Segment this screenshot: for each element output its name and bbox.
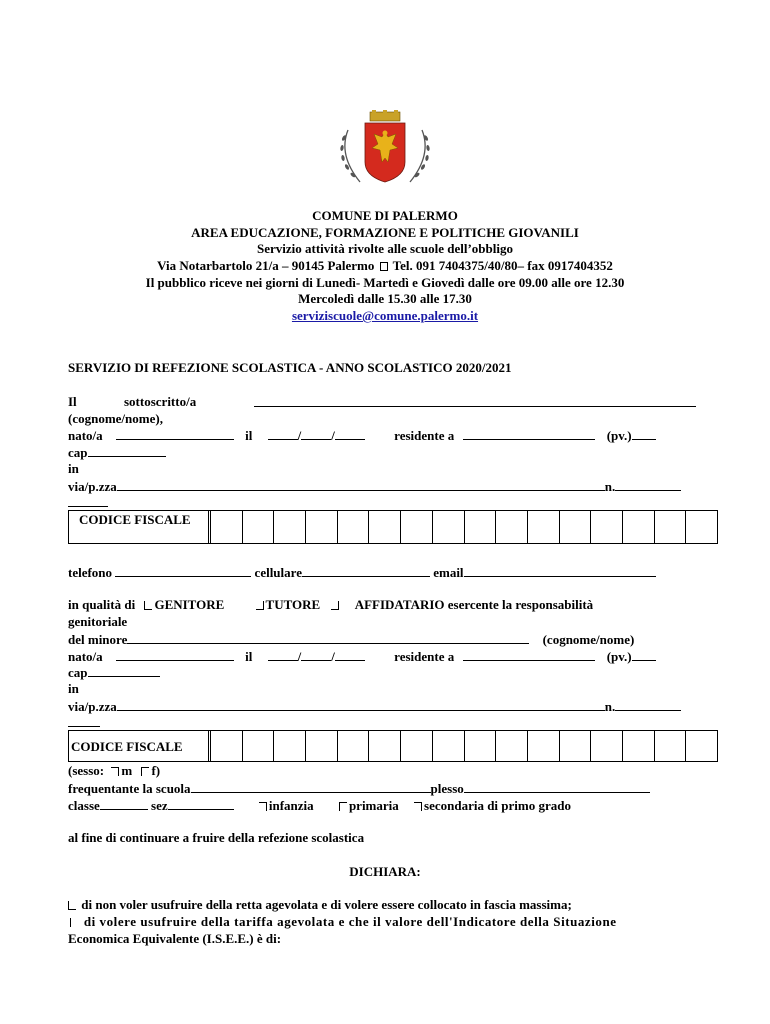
codice-fiscale-cell[interactable] (465, 511, 497, 543)
option-1-checkbox[interactable] (68, 901, 76, 910)
telefono-field[interactable] (115, 564, 251, 577)
label-frequentante: frequentante la scuola (68, 781, 191, 796)
al-fine-text: al fine di continuare a fruire della refezione scolastica (68, 830, 365, 845)
label-sesso: (sesso: (68, 763, 105, 778)
header-wednesday-hours: Mercoledì dalle 15.30 alle 17.30 (298, 291, 472, 306)
applicant-birth-day-field[interactable] (268, 427, 298, 440)
label-minor-in: in (68, 681, 79, 696)
codice-fiscale-cell[interactable] (306, 731, 338, 761)
minor-house-number-field[interactable] (615, 698, 681, 711)
codice-fiscale-cell[interactable] (338, 511, 370, 543)
label-genitoriale: genitoriale (68, 614, 128, 629)
primaria-checkbox[interactable] (339, 802, 347, 811)
header-area: AREA EDUCAZIONE, FORMAZIONE E POLITICHE GIOVANILI (191, 225, 579, 240)
codice-fiscale-label: CODICE FISCALE (69, 511, 211, 543)
header-address (0, 258, 770, 274)
applicant-cap-row (68, 444, 166, 461)
role-row (68, 597, 593, 613)
applicant-residence-field[interactable] (463, 427, 595, 440)
label-n: n. (604, 479, 616, 494)
codice-fiscale-cell[interactable] (591, 511, 623, 543)
applicant-codice-fiscale-grid (68, 510, 718, 544)
label-il: Il (68, 394, 77, 409)
label-email: email (433, 565, 464, 580)
minor-birth-row: nato/a il / / residente a (pv.) (68, 648, 656, 665)
codice-fiscale-cell[interactable] (560, 731, 592, 761)
secondaria-checkbox[interactable] (414, 802, 422, 811)
codice-fiscale-cell[interactable] (655, 511, 687, 543)
label-tutore: TUTORE (265, 597, 321, 612)
codice-fiscale-cell[interactable] (496, 731, 528, 761)
label-plesso: plesso (430, 781, 464, 796)
header-email-link[interactable]: serviziscuole@comune.palermo.it (291, 308, 479, 323)
applicant-address-overflow (68, 494, 108, 511)
label-minor-nato: nato/a (68, 649, 103, 664)
label-m: m (121, 763, 133, 778)
label-cap: cap (68, 445, 88, 460)
minor-codice-fiscale-grid (68, 730, 718, 762)
genitore-checkbox[interactable] (144, 601, 152, 610)
header-opening-hours: Il pubblico riceve nei giorni di Lunedì- Martedì e Giovedì dalle ore 09.00 alle ore 12.30 (145, 275, 625, 290)
applicant-birth-year-field[interactable] (335, 427, 365, 440)
label-sottoscritto: sottoscritto/a (124, 394, 197, 409)
sex-row (68, 763, 160, 779)
class-row (68, 797, 571, 814)
applicant-house-number-field[interactable] (615, 478, 681, 491)
applicant-name-field[interactable] (254, 394, 696, 411)
option-1-text: di non voler usufruire della retta agevolata e di volere essere collocato in fascia massima; (81, 897, 572, 912)
codice-fiscale-cell[interactable] (401, 511, 433, 543)
label-cognome-nome: (cognome/nome), (68, 411, 163, 426)
codice-fiscale-cell[interactable] (655, 731, 687, 761)
contacts-row (68, 564, 656, 581)
label-birth-il: il (245, 428, 253, 443)
codice-fiscale-cell[interactable] (369, 731, 401, 761)
minor-address-field[interactable] (117, 698, 605, 711)
option-2-row (68, 914, 617, 930)
minor-birth-month-field[interactable] (301, 648, 331, 661)
codice-fiscale-cell[interactable] (623, 511, 655, 543)
school-row (68, 780, 650, 797)
minor-name-row (68, 631, 634, 648)
minor-cap-row (68, 664, 160, 681)
codice-fiscale-cell[interactable] (433, 511, 465, 543)
label-affidatario: AFFIDATARIO esercente la responsabilità (354, 597, 594, 612)
classe-field[interactable] (100, 797, 148, 810)
codice-fiscale-cell[interactable] (496, 511, 528, 543)
minor-address-row (68, 698, 681, 715)
minor-birthplace-field[interactable] (116, 648, 234, 661)
label-in-qualita: in qualità di (68, 597, 136, 612)
codice-fiscale-cell[interactable] (243, 731, 275, 761)
header-comune: COMUNE DI PALERMO (312, 208, 458, 223)
label-primaria: primaria (348, 798, 399, 813)
label-in: in (68, 461, 79, 476)
email-field[interactable] (464, 564, 656, 577)
sex-m-checkbox[interactable] (111, 767, 119, 776)
applicant-cap-field[interactable] (88, 444, 166, 457)
label-minor-pv: (pv.) (606, 649, 632, 664)
infanzia-checkbox[interactable] (259, 802, 267, 811)
codice-fiscale-cell[interactable] (243, 511, 275, 543)
minor-birth-day-field[interactable] (268, 648, 298, 661)
palermo-coat-of-arms-logo (330, 110, 440, 190)
label-minor-cognome-nome: (cognome/nome) (542, 632, 635, 647)
codice-fiscale-cell[interactable] (338, 731, 370, 761)
minor-name-field[interactable] (127, 631, 529, 644)
minor-cap-field[interactable] (88, 664, 160, 677)
codice-fiscale-cell[interactable] (623, 731, 655, 761)
applicant-address-row (68, 478, 681, 495)
codice-fiscale-cell[interactable] (686, 511, 717, 543)
label-telefono: telefono (68, 565, 113, 580)
option-2-text: di volere usufruire della tariffa agevolata e che il valore dell'Indicatore della Situazione (83, 914, 617, 929)
minor-residence-field[interactable] (463, 648, 595, 661)
label-cellulare: cellulare (254, 565, 302, 580)
form-title: SERVIZIO DI REFEZIONE SCOLASTICA - ANNO SCOLASTICO 2020/2021 (68, 360, 512, 375)
codice-fiscale-cell[interactable] (369, 511, 401, 543)
label-minor-cap: cap (68, 665, 88, 680)
label-sez: sez (151, 798, 168, 813)
plesso-field[interactable] (464, 780, 650, 793)
label-infanzia: infanzia (268, 798, 314, 813)
minor-province-field[interactable] (632, 648, 656, 661)
label-minor-il: il (245, 649, 253, 664)
school-name-field[interactable] (191, 780, 431, 793)
codice-fiscale-cell[interactable] (528, 731, 560, 761)
sezione-field[interactable] (168, 797, 234, 810)
label-genitore: GENITORE (154, 597, 225, 612)
codice-fiscale-cell[interactable] (686, 731, 717, 761)
codice-fiscale-cell[interactable] (465, 731, 497, 761)
label-f: f) (151, 763, 161, 778)
label-minor-via: via/p.zza (68, 699, 117, 714)
label-minor-residente: residente a (394, 649, 455, 664)
codice-fiscale-label: CODICE FISCALE (69, 731, 211, 761)
label-minor-n: n. (604, 699, 616, 714)
option-1-row (68, 897, 572, 913)
option-2-text-continued: Economica Equivalente (I.S.E.E.) è di: (68, 931, 282, 946)
applicant-province-field[interactable] (632, 427, 656, 440)
label-pv: (pv.) (606, 428, 632, 443)
label-nato: nato/a (68, 428, 103, 443)
header-address-street: Via Notarbartolo 21/a – 90145 Palermo (157, 258, 375, 273)
label-via: via/p.zza (68, 479, 117, 494)
minor-birth-year-field[interactable] (335, 648, 365, 661)
codice-fiscale-cell[interactable] (560, 511, 592, 543)
affidatario-checkbox[interactable] (331, 601, 339, 610)
codice-fiscale-cell[interactable] (211, 511, 243, 543)
codice-fiscale-cell[interactable] (306, 511, 338, 543)
label-del-minore: del minore (68, 632, 128, 647)
dichiara-heading: DICHIARA: (349, 864, 421, 879)
sex-f-checkbox[interactable] (141, 767, 149, 776)
codice-fiscale-cell[interactable] (433, 731, 465, 761)
codice-fiscale-cell[interactable] (274, 511, 306, 543)
header-email-row (0, 308, 770, 324)
codice-fiscale-cell[interactable] (401, 731, 433, 761)
codice-fiscale-cell[interactable] (528, 511, 560, 543)
header-address-phone: Tel. 091 7404375/40/80– fax 0917404352 (392, 258, 613, 273)
option-2-checkbox[interactable] (70, 918, 74, 927)
separator-box-icon (380, 262, 388, 271)
applicant-birthplace-field[interactable] (116, 427, 234, 440)
header-servizio: Servizio attività rivolte alle scuole dell’obbligo (257, 241, 513, 256)
applicant-birth-month-field[interactable] (301, 427, 331, 440)
applicant-address-field[interactable] (117, 478, 605, 491)
codice-fiscale-cell[interactable] (211, 731, 243, 761)
label-secondaria: secondaria di primo grado (424, 798, 571, 813)
codice-fiscale-cell[interactable] (591, 731, 623, 761)
applicant-birth-row: nato/a il / / residente a (pv.) (68, 427, 656, 444)
label-residente: residente a (394, 428, 455, 443)
minor-address-overflow (68, 714, 100, 731)
tutore-checkbox[interactable] (256, 601, 264, 610)
cellulare-field[interactable] (302, 564, 430, 577)
label-classe: classe (68, 798, 100, 813)
codice-fiscale-cell[interactable] (274, 731, 306, 761)
